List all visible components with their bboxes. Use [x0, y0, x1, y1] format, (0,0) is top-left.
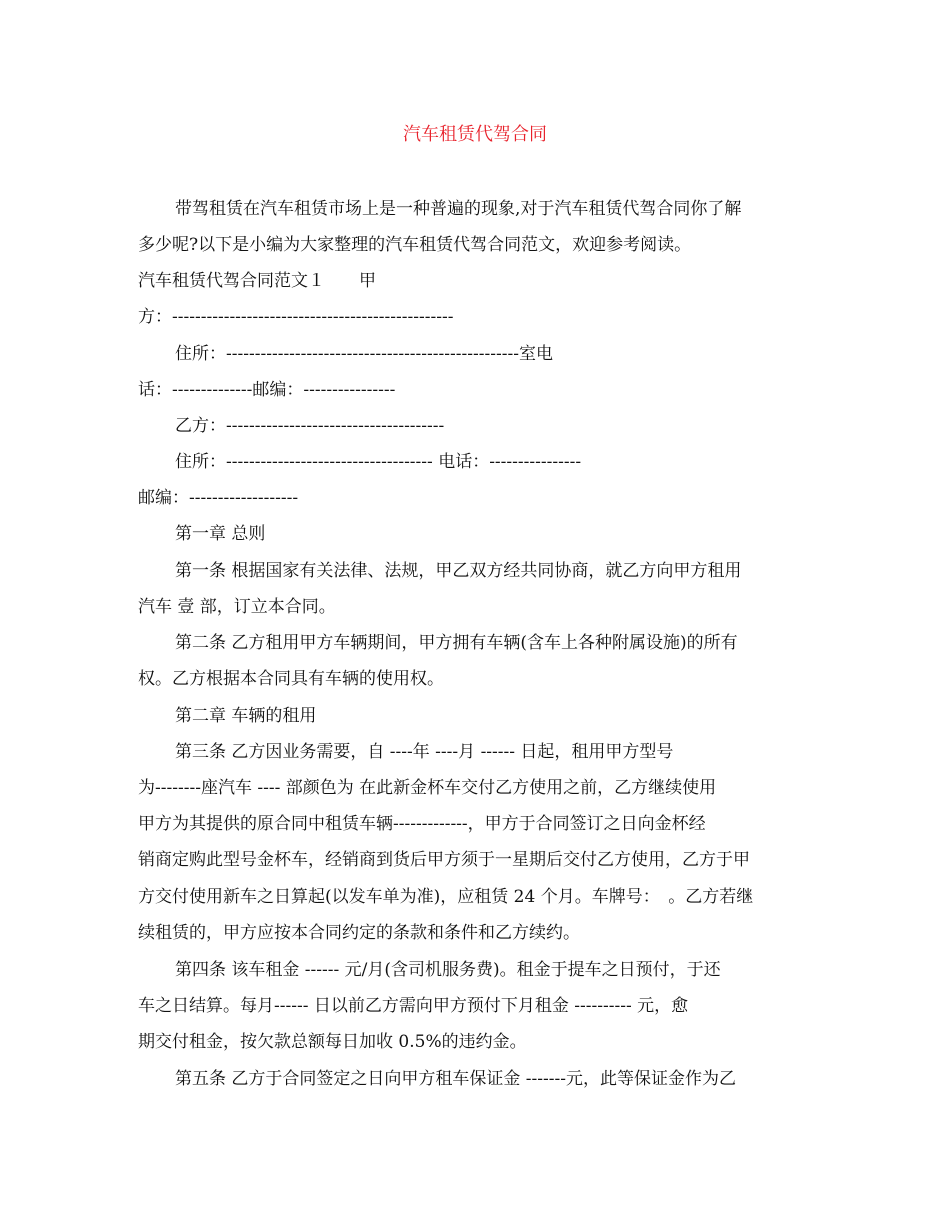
party-a-line: 方：-------------------------------------------------: [138, 307, 454, 327]
paragraph-line: 销商定购此型号金杯车，经销商到货后甲方须于一星期后交付乙方使用，乙方于甲: [138, 850, 750, 870]
chapter-heading: 第一章 总则: [175, 524, 266, 544]
chapter-heading: 第二章 车辆的租用: [175, 706, 317, 726]
paragraph-line: 为--------座汽车 ---- 部颜色为 在此新金杯车交付乙方使用之前，乙方继续使用: [138, 778, 717, 798]
phone-zip-line: 话：--------------邮编：----------------: [138, 380, 396, 400]
zip-line: 邮编：-------------------: [138, 488, 299, 508]
paragraph-line: 第四条 该车租金 ------ 元/月(含司机服务费)。租金于提车之日预付，于还: [175, 960, 721, 980]
address-line: 住所：---------------------------------------------------室电: [175, 344, 553, 364]
paragraph-line: 续租赁的，甲方应按本合同约定的条款和条件和乙方续约。: [138, 923, 580, 943]
paragraph-line: 期交付租金，按欠款总额每日加收 0.5%的违约金。: [138, 1032, 527, 1052]
party-b-line: 乙方：--------------------------------------: [175, 416, 445, 436]
paragraph-line: 第二条 乙方租用甲方车辆期间，甲方拥有车辆(含车上各种附属设施)的所有: [175, 633, 738, 653]
paragraph-line: 权。乙方根据本合同具有车辆的使用权。: [138, 669, 444, 689]
paragraph-line: 汽车租赁代驾合同范文１ 甲: [138, 271, 376, 291]
paragraph-line: 汽车 壹 部，订立本合同。: [138, 597, 336, 617]
paragraph-line: 第一条 根据国家有关法律、法规，甲乙双方经共同协商，就乙方向甲方租用: [175, 561, 742, 581]
address-phone-line: 住所：------------------------------------ 电话：----------------: [175, 452, 582, 472]
paragraph-line: 甲方为其提供的原合同中租赁车辆-------------，甲方于合同签订之日向金杯经: [138, 814, 706, 834]
paragraph-line: 带驾租赁在汽车租赁市场上是一种普遍的现象,对于汽车租赁代驾合同你了解: [175, 199, 742, 219]
paragraph-line: 方交付使用新车之日算起(以发车单为准)，应租赁 24 个月。车牌号： 。乙方若继: [138, 887, 754, 907]
paragraph-line: 第三条 乙方因业务需要，自 ----年 ----月 ------ 日起，租用甲方型号: [175, 742, 674, 762]
paragraph-line: 多少呢?以下是小编为大家整理的汽车租赁代驾合同范文，欢迎参考阅读。: [138, 235, 692, 255]
paragraph-line: 第五条 乙方于合同签定之日向甲方租车保证金 -------元，此等保证金作为乙: [175, 1069, 737, 1089]
document-title: 汽车租赁代驾合同: [403, 124, 547, 145]
paragraph-line: 车之日结算。每月------ 日以前乙方需向甲方预付下月租金 ---------- 元，愈: [138, 996, 689, 1016]
